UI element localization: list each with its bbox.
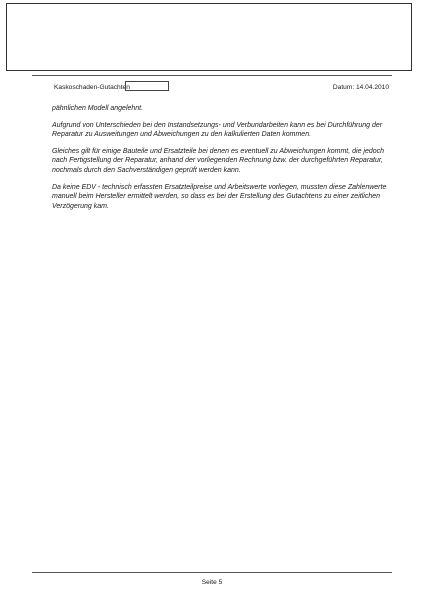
footer-divider <box>32 572 392 573</box>
document-date: Datum: 14.04.2010 <box>332 84 389 91</box>
page-number: Seite 5 <box>201 579 223 586</box>
document-number-field <box>125 81 169 91</box>
paragraph: Aufgrund von Unterschieden bei den Instandsetzungs- und Verbundarbeiten kann es bei Durchführung der Reparatur zu Ausweitungen und Abweichungen zu den kalkulierten Daten kommen. <box>52 121 383 139</box>
header-divider <box>32 75 392 76</box>
header-frame <box>6 3 412 71</box>
document-type-label: Kaskoschaden-Gutachten <box>54 84 130 91</box>
paragraph: pähnlichen Modell angelehnt. <box>52 105 144 112</box>
paragraph: Da keine EDV - technisch erfassten Ersatzteilpreise und Arbeitswerte vorliegen, mussten diese Zahlenwerte manuell beim Hersteller ermittelt werden, so dass es bei der Erstellung des Gutachtens zu einer zeitlichen Verzögerung kam. <box>52 183 387 210</box>
paragraph: Gleiches gilt für einige Bauteile und Ersatzteile bei denen es eventuell zu Abweichungen kommt, die jedoch nach Fertigstellung der Reparatur, anhand der vorliegenden Rechnung bzw. der durchgeführten Reparatur, nochmals durch den Sachverständigen geprüft werden kann. <box>52 147 385 174</box>
document-body <box>52 104 392 218</box>
